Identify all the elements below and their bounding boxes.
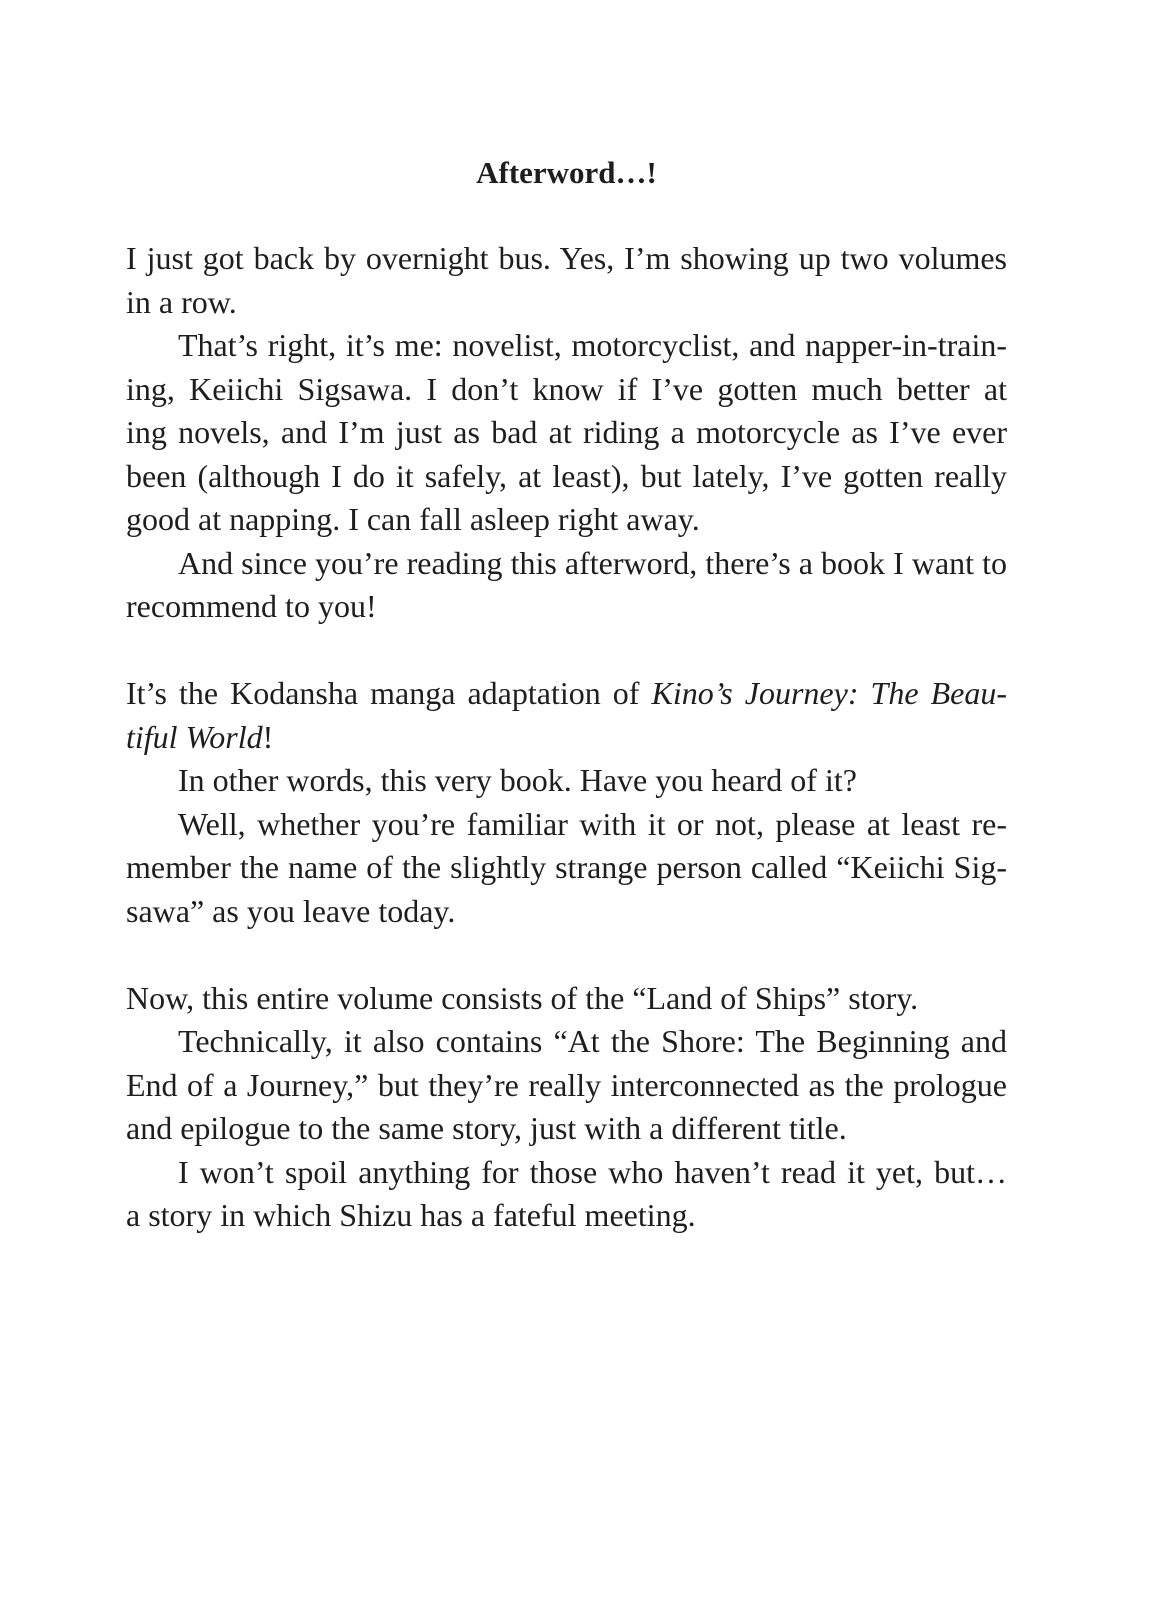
paragraph-2-line-2: ing, Keiichi Sigsawa. I don’t know if I’ve gotten much better at xyxy=(126,370,1007,407)
paragraph-9-line-2: a story in which Shizu has a fateful meeting. xyxy=(126,1197,696,1233)
afterword-body xyxy=(126,237,1007,1238)
section-break xyxy=(126,629,1007,673)
paragraph-7-line-1: Now, this entire volume consists of the “Land of Ships” story. xyxy=(126,979,919,1016)
paragraph-2-line-1: That’s right, it’s me: novelist, motorcyclist, and napper-in-train- xyxy=(178,327,1007,363)
paragraph-3-line-1: And since you’re reading this afterword, there’s a book I want to xyxy=(178,544,1007,581)
paragraph-1-line-1: I just got back by overnight bus. Yes, I’m showing up two volumes xyxy=(126,240,1007,276)
paragraph-6-line-2: member the name of the slightly strange person called “Keiichi Sig- xyxy=(126,849,1007,885)
paragraph-4-text: It’s the Kodansha manga adaptation of xyxy=(126,675,652,711)
paragraph-4-line-1 xyxy=(126,672,1007,716)
exclamation: ! xyxy=(262,718,274,755)
section-break xyxy=(126,933,1007,977)
paragraph-8-line-2: End of a Journey,” but they’re really interconnected as the prologue xyxy=(126,1066,1007,1103)
paragraph-4-line-2 xyxy=(126,716,1007,760)
paragraph-1-line-2: in a row. xyxy=(126,283,237,320)
paragraph-8-line-1: Technically, it also contains “At the Shore: The Beginning and xyxy=(178,1023,1007,1059)
book-page xyxy=(126,0,1007,1600)
paragraph-6-line-3: sawa” as you leave today. xyxy=(126,892,456,929)
page-title: Afterword…! xyxy=(476,155,657,190)
paragraph-5-line-1: In other words, this very book. Have you heard of it? xyxy=(178,762,857,798)
paragraph-3-line-2: recommend to you! xyxy=(126,588,377,624)
paragraph-9-line-1: I won’t spoil anything for those who haven’t read it yet, but… xyxy=(178,1153,1007,1190)
book-title-part-2: tiful World xyxy=(126,718,263,755)
paragraph-8-line-3: and epilogue to the same story, just with a different title. xyxy=(126,1110,847,1146)
paragraph-2-line-5: good at napping. I can fall asleep right away. xyxy=(126,501,700,537)
paragraph-2-line-4: been (although I do it safely, at least), but lately, I’ve gotten really xyxy=(126,457,1007,494)
book-title-part-1: Kino’s Journey: The Beau- xyxy=(651,675,1007,711)
paragraph-6-line-1: Well, whether you’re familiar with it or not, please at least re- xyxy=(178,805,1007,842)
paragraph-2-line-3: ing novels, and I’m just as bad at riding a motorcycle as I’ve ever xyxy=(126,414,1007,450)
